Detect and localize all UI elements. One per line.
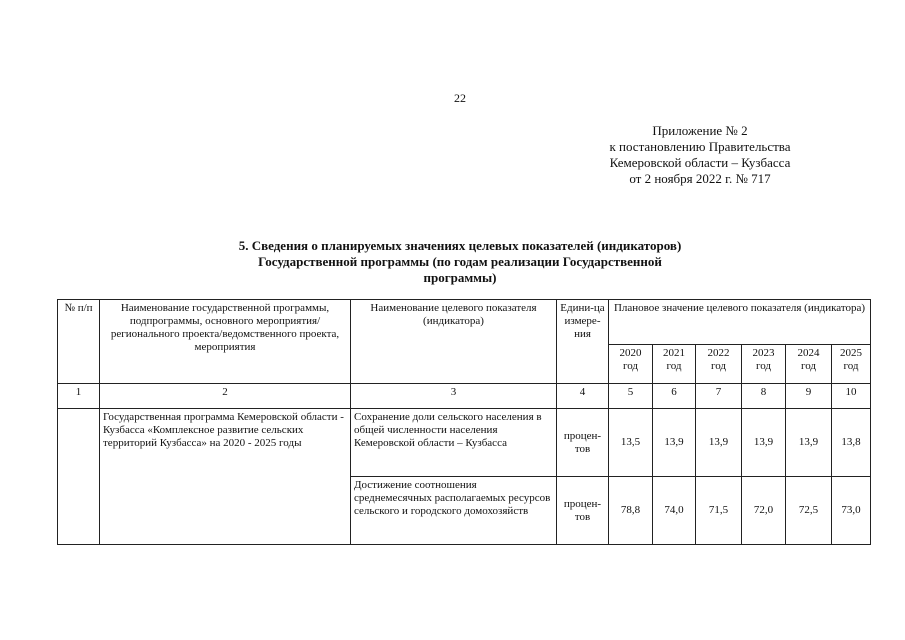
title-line: 5. Сведения о планируемых значениях целевых показателей (индикаторов) xyxy=(238,238,682,253)
indicator-cell: Достижение соотношения среднемесячных располагаемых ресурсов сельского и городского домохозяйств xyxy=(351,477,557,545)
value-cell: 13,9 xyxy=(786,409,832,477)
indicators-table xyxy=(57,299,871,545)
header-num: № п/п xyxy=(58,300,100,384)
section-title xyxy=(160,238,760,286)
header-year: 2021 год xyxy=(653,345,696,384)
appendix-block xyxy=(560,123,840,187)
header-year: 2025 год xyxy=(832,345,871,384)
header-year: 2022 год xyxy=(696,345,742,384)
value-cell: 13,8 xyxy=(832,409,871,477)
table-row xyxy=(58,409,871,477)
title-line: программы) xyxy=(423,270,497,285)
column-number: 1 xyxy=(58,384,100,409)
column-number: 5 xyxy=(609,384,653,409)
page-number: 22 xyxy=(454,91,466,105)
indicator-cell: Сохранение доли сельского населения в общей численности населения Кемеровской области – Кузбасса xyxy=(351,409,557,477)
column-number-row xyxy=(58,384,871,409)
header-unit: Едини-ца измере-ния xyxy=(557,300,609,384)
value-cell: 72,0 xyxy=(742,477,786,545)
value-cell: 72,5 xyxy=(786,477,832,545)
appendix-line: от 2 ноября 2022 г. № 717 xyxy=(629,171,771,186)
column-number: 6 xyxy=(653,384,696,409)
value-cell: 13,9 xyxy=(696,409,742,477)
header-program: Наименование государственной программы, подпрограммы, основного мероприятия/регионального проекта/ведомственного проекта, мероприятия xyxy=(100,300,351,384)
column-number: 2 xyxy=(100,384,351,409)
header-year: 2023 год xyxy=(742,345,786,384)
column-number: 9 xyxy=(786,384,832,409)
value-cell: 78,8 xyxy=(609,477,653,545)
program-name-cell: Государственная программа Кемеровской области - Кузбасса «Комплексное развитие сельских территорий Кузбасса» на 2020 - 2025 годы xyxy=(100,409,351,545)
title-line: Государственной программы (по годам реализации Государственной xyxy=(258,254,662,269)
value-cell: 13,5 xyxy=(609,409,653,477)
column-number: 4 xyxy=(557,384,609,409)
value-cell: 13,9 xyxy=(742,409,786,477)
appendix-line: к постановлению Правительства xyxy=(609,139,791,154)
value-cell: 13,9 xyxy=(653,409,696,477)
unit-cell: процен-тов xyxy=(557,409,609,477)
column-number: 10 xyxy=(832,384,871,409)
value-cell: 71,5 xyxy=(696,477,742,545)
appendix-line: Кемеровской области – Кузбасса xyxy=(609,155,791,170)
header-planned: Плановое значение целевого показателя (индикатора) xyxy=(609,300,871,345)
value-cell: 73,0 xyxy=(832,477,871,545)
row-number-cell xyxy=(58,409,100,545)
header-year: 2020 год xyxy=(609,345,653,384)
header-year: 2024 год xyxy=(786,345,832,384)
column-number: 3 xyxy=(351,384,557,409)
header-indicator: Наименование целевого показателя (индикатора) xyxy=(351,300,557,384)
column-number: 7 xyxy=(696,384,742,409)
column-number: 8 xyxy=(742,384,786,409)
appendix-line: Приложение № 2 xyxy=(652,123,748,138)
unit-cell: процен-тов xyxy=(557,477,609,545)
value-cell: 74,0 xyxy=(653,477,696,545)
